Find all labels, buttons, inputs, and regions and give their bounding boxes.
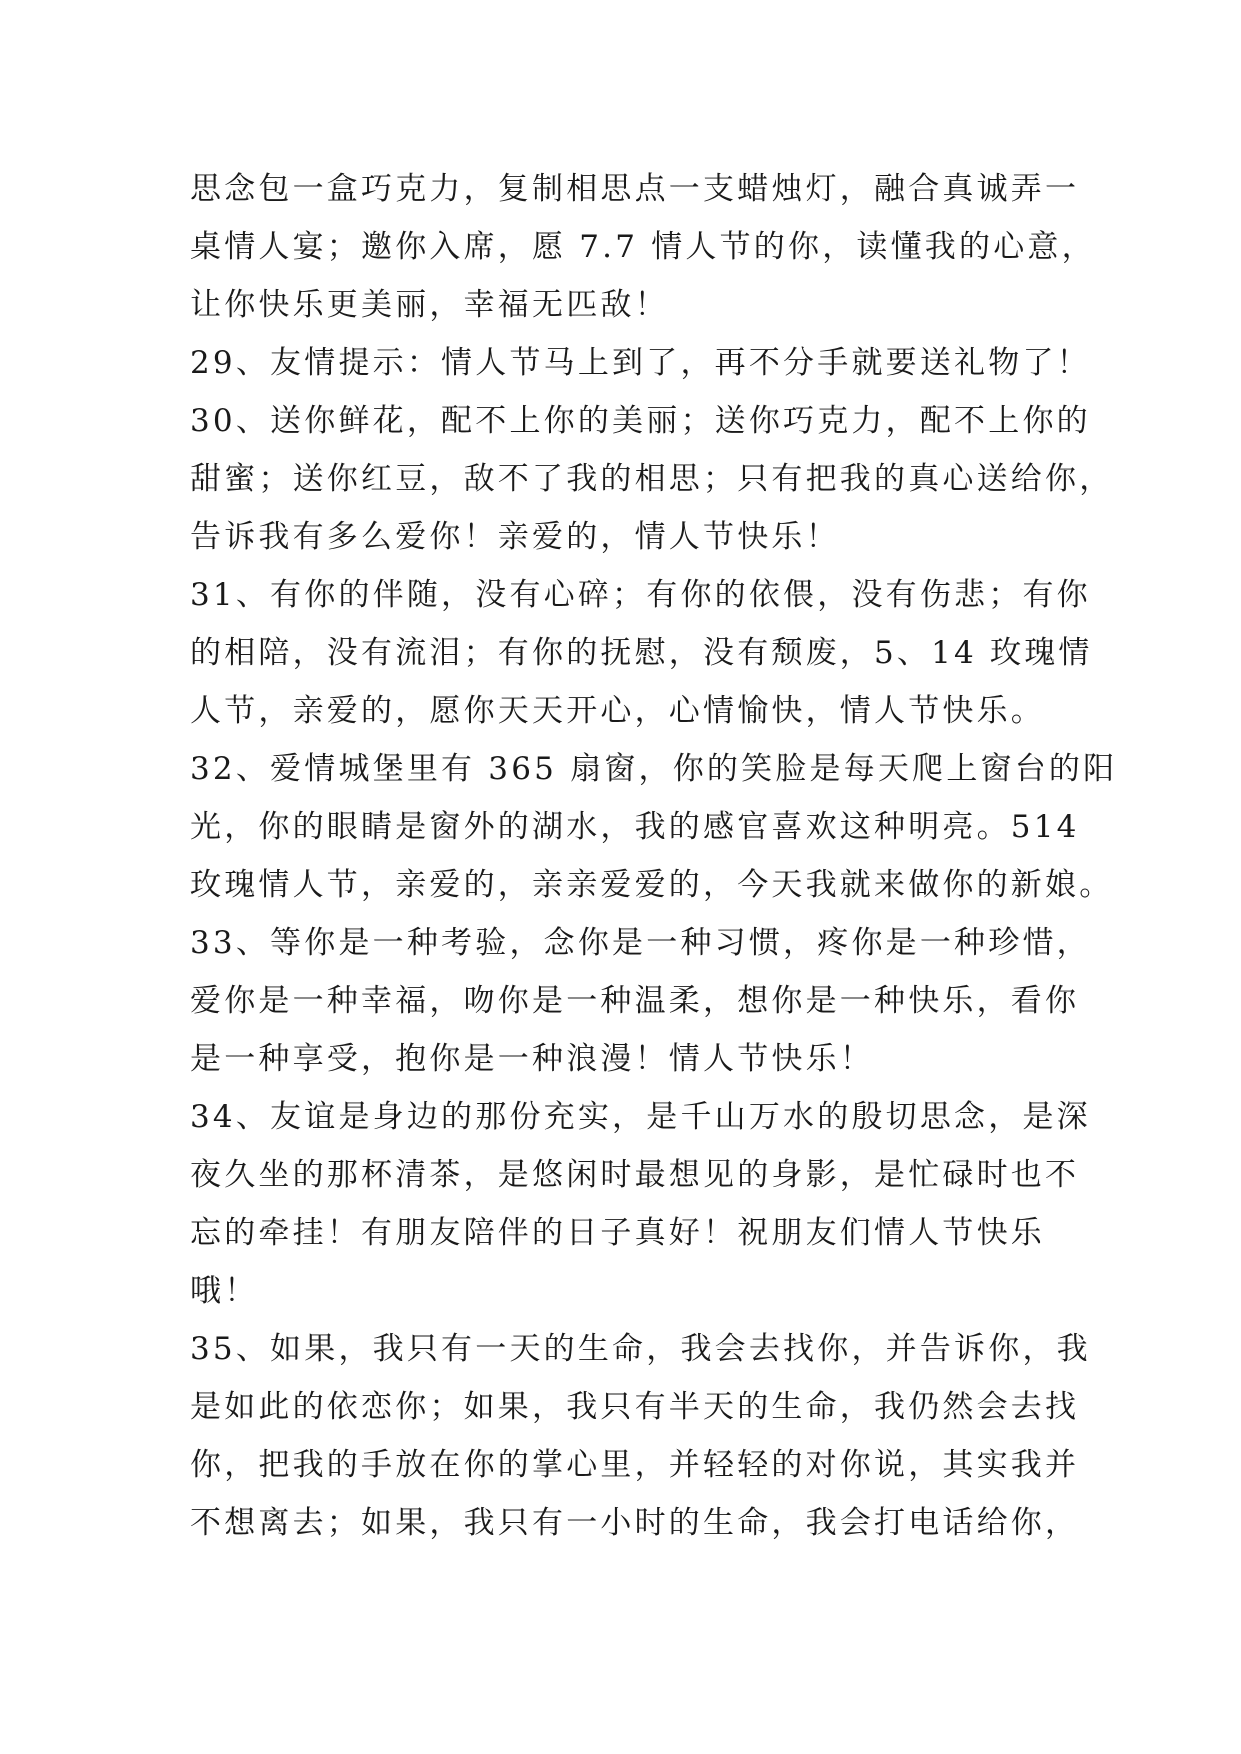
text-line-item-34: 34、友谊是身边的那份充实，是千山万水的殷切思念，是深	[190, 1099, 1091, 1135]
text-line: 不想离去；如果，我只有一小时的生命，我会打电话给你，	[190, 1505, 1080, 1541]
text-line: 夜久坐的那杯清茶，是悠闲时最想见的身影，是忙碌时也不	[190, 1157, 1080, 1193]
text-line: 爱你是一种幸福，吻你是一种温柔，想你是一种快乐，看你	[190, 983, 1080, 1019]
text-line-item-30: 30、送你鲜花，配不上你的美丽；送你巧克力，配不上你的	[190, 403, 1091, 439]
text-line: 甜蜜；送你红豆，敌不了我的相思；只有把我的真心送给你，	[190, 461, 1114, 497]
text-line: 是如此的依恋你；如果，我只有半天的生命，我仍然会去找	[190, 1389, 1080, 1425]
text-line-item-32: 32、爱情城堡里有 365 扇窗，你的笑脸是每天爬上窗台的阳	[190, 751, 1118, 787]
text-line: 告诉我有多么爱你！亲爱的，情人节快乐！	[190, 519, 840, 555]
text-line: 人节，亲爱的，愿你天天开心，心情愉快，情人节快乐。	[190, 693, 1045, 729]
text-line: 你，把我的手放在你的掌心里，并轻轻的对你说，其实我并	[190, 1447, 1080, 1483]
text-line: 哦！	[190, 1273, 259, 1309]
text-line-item-31: 31、有你的伴随，没有心碎；有你的依偎，没有伤悲；有你	[190, 577, 1091, 613]
text-line-item-35: 35、如果，我只有一天的生命，我会去找你，并告诉你，我	[190, 1331, 1091, 1367]
text-line: 光，你的眼睛是窗外的湖水，我的感官喜欢这种明亮。514	[190, 809, 1080, 845]
text-line: 的相陪，没有流泪；有你的抚慰，没有颓废，5、14 玫瑰情	[190, 635, 1093, 671]
text-line: 让你快乐更美丽，幸福无匹敌！	[190, 287, 669, 323]
text-line: 玫瑰情人节，亲爱的，亲亲爱爱的，今天我就来做你的新娘。	[190, 867, 1114, 903]
text-line: 桌情人宴；邀你入席，愿 7.7 情人节的你，读懂我的心意，	[190, 229, 1096, 265]
text-line: 思念包一盒巧克力，复制相思点一支蜡烛灯，融合真诚弄一	[190, 171, 1080, 207]
text-line-item-29: 29、友情提示：情人节马上到了，再不分手就要送礼物了！	[190, 345, 1091, 381]
text-line: 忘的牵挂！有朋友陪伴的日子真好！祝朋友们情人节快乐	[190, 1215, 1045, 1251]
text-line: 是一种享受，抱你是一种浪漫！情人节快乐！	[190, 1041, 874, 1077]
document-body	[190, 160, 1118, 1552]
text-line-item-33: 33、等你是一种考验，念你是一种习惯，疼你是一种珍惜，	[190, 925, 1091, 961]
